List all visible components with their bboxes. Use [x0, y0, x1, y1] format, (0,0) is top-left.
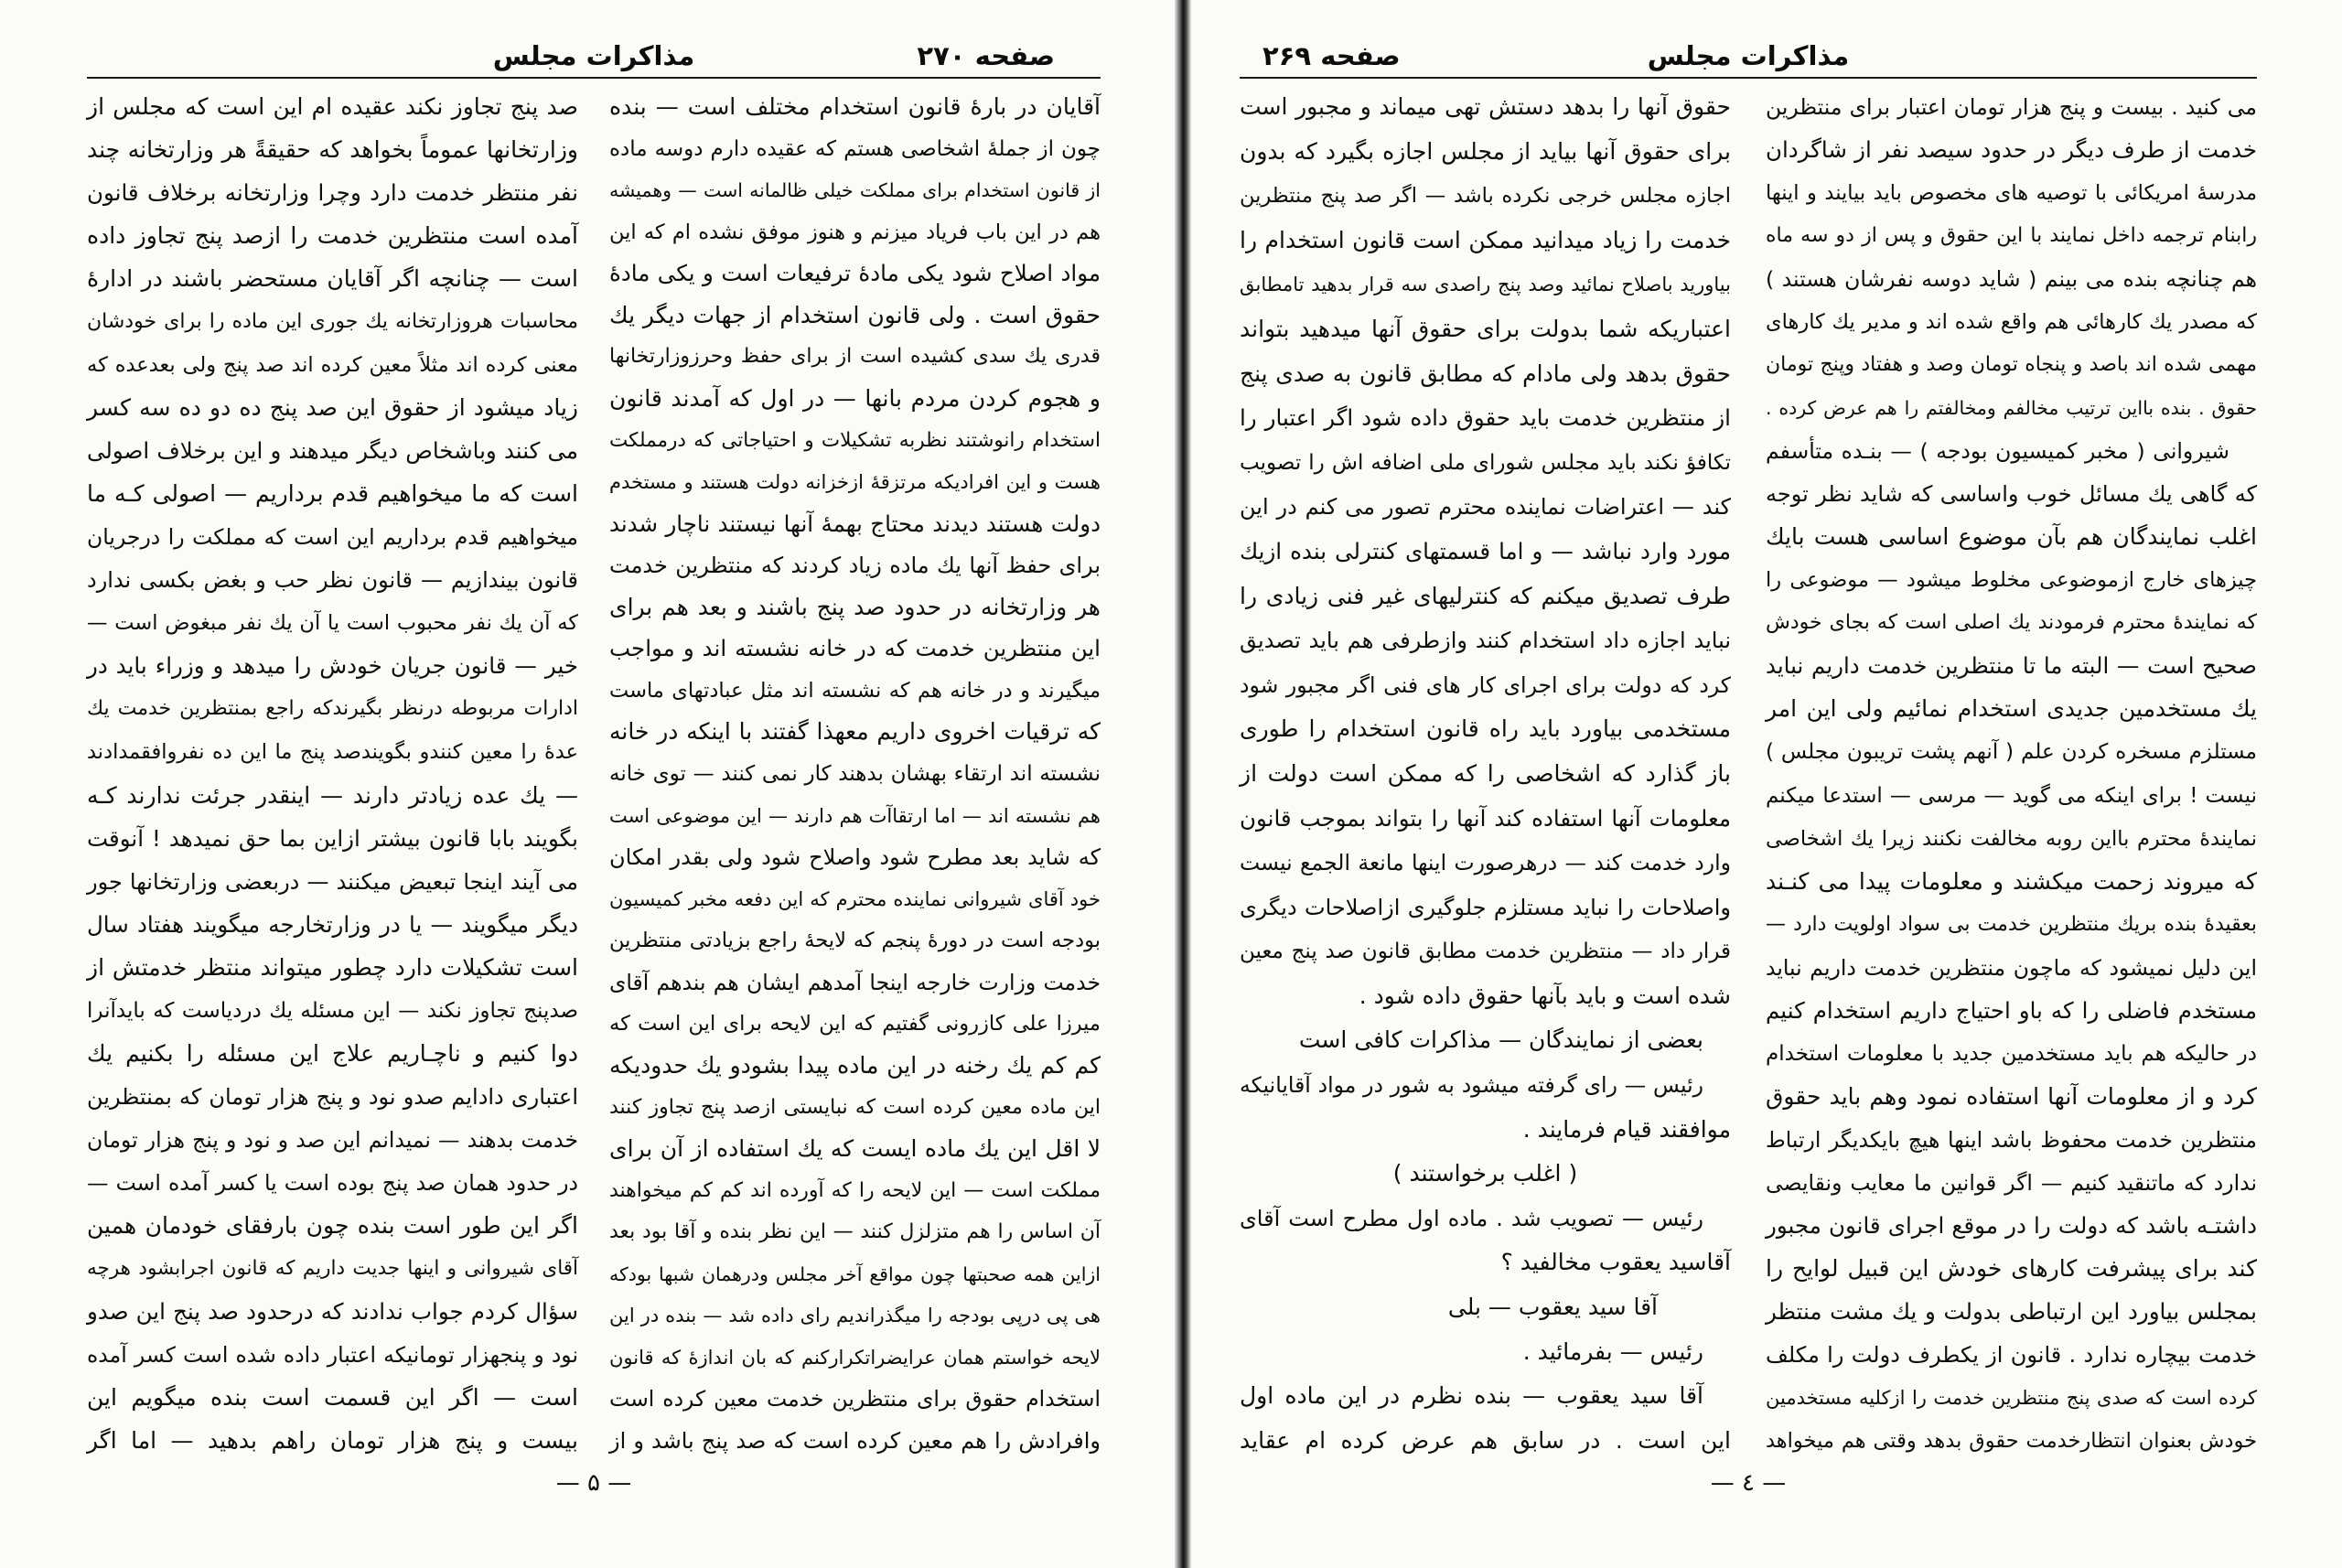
- text-line: که ترقیات اخروی داریم معهذا گفتند با اینکه در خانه: [609, 718, 1101, 746]
- text-line: است — چنانچه اگر آقایان مستحضر باشند در ادارهٔ: [87, 265, 578, 293]
- text-line: اجازه مجلس خرجی نکرده باشد — اگر صد پنج منتظرین: [1240, 184, 1731, 209]
- text-line: صد پنج تجاوز نکند عقیده ام این است که مجلس از: [87, 93, 578, 120]
- text-line: بیست و پنج هزار تومان راهم بدهید — اما اگر: [87, 1426, 578, 1454]
- text-line: رئیس — بفرمائید .: [1522, 1337, 1703, 1365]
- text-line: تکافؤ نکند باید مجلس شورای ملی اضافه اش را تصویب: [1240, 450, 1731, 475]
- text-line: بعضی از نمایندگان — مذاکرات کافی است: [1298, 1026, 1703, 1054]
- text-line: ازاین همه صحبتها چون مواقع آخر مجلس ودرهمان شبها بودکه: [609, 1262, 1101, 1285]
- text-line: در حدود همان صد پنج بوده است یا کسر آمده است —: [87, 1169, 578, 1196]
- text-line: آن اساس را هم متزلزل کنند — این نظر بنده و آقا بود بعد: [609, 1220, 1101, 1244]
- text-line: خدمت وزارت خارجه اینجا آمدهم ایشان هم بندهم آقای: [609, 969, 1101, 995]
- text-line: باز گذارد که اشخاصی را که ممکن است دولت از: [1240, 759, 1731, 787]
- text-line: دوا کنیم و ناچـاریم علاج این مسئله را بکنیم یك: [87, 1039, 578, 1067]
- text-line: ( اغلب برخواستند ): [1392, 1160, 1578, 1187]
- text-line: این منتظرین خدمت که در خانه نشسته اند و مواجب: [609, 635, 1101, 662]
- text-line: برای حقوق آنها بیاید از مجلس اجازه بگیرد که بدون: [1240, 137, 1731, 165]
- text-line: قدری یك سدی کشیده است از برای حفظ وحرزوزارتخانها: [609, 345, 1101, 369]
- text-line: مستخدمی بیاورد باید راه قانون استخدام را طوری: [1240, 715, 1731, 743]
- text-line: می آیند اینجا تبعیض میکنند — دربعضی وزارتخانها جور: [87, 868, 578, 895]
- text-line: نیست ! برای اینکه می گوید — مرسی — استدعا میکنم: [1766, 783, 2257, 808]
- text-line: نود و پنجهزار تومانیکه اعتبار داده شده است کسر آمده: [87, 1341, 578, 1368]
- text-line: — یك عده زیادتر دارند — اینقدر جرئت ندارند کـه: [87, 781, 578, 809]
- text-columns: [1240, 91, 2257, 1456]
- text-line: حقوق بدهد ولی مادام که مطابق قانون به صدی پنج: [1240, 360, 1731, 387]
- text-line: از منتظرین خدمت باید حقوق داده شود اگر اعتبار را: [1240, 404, 1731, 432]
- text-line: منتظرین خدمت محفوظ باشد اینها هیچ بایکدیگر ارتباط: [1766, 1126, 2257, 1153]
- text-line: آقا سید یعقوب — بنده نظرم در این ماده اول: [1240, 1382, 1703, 1410]
- text-line: وزارتخانها عموماً بخواهد که حقیقةً هر وزارتخانه چند: [87, 136, 578, 164]
- text-line: استخدام حقوق برای منتظرین خدمت معین کرده است: [609, 1386, 1101, 1412]
- running-title: مذاکرات مجلس: [1647, 40, 1850, 71]
- page-folio: — ٤ —: [1710, 1469, 1787, 1497]
- text-line: طرف تصدیق میکنم که کنترلیهای غیر فنی زیادی را: [1240, 582, 1731, 609]
- text-line: داشتـه باشد که دولت را در موقع اجرای قانون مجبور: [1766, 1211, 2257, 1239]
- text-line: مدرسهٔ امریکائی با توصیه های مخصوص باید بیایند و اینها: [1766, 181, 2257, 206]
- text-line: شده است و باید بآنها حقوق داده شود .: [1359, 982, 1731, 1009]
- text-line: حقوق آنها را بدهد دستش تهی میماند و مجبور است: [1240, 93, 1731, 120]
- text-line: که شاید بعد مطرح شود واصلاح شود ولی بقدر امکان: [609, 844, 1101, 871]
- text-line: حقوق . بنده بااین ترتیب مخالفم ومخالفتم را هم عرض کرده .: [1766, 397, 2257, 420]
- page-header: [87, 37, 1101, 79]
- text-line: خودش بعنوان انتظارخدمت حقوق بدهد وقتی هم میخواهد: [1766, 1428, 2257, 1453]
- text-line: لایحه خواستم همان عرایضراتکرارکنم که بان اندازهٔ که قانون: [609, 1346, 1101, 1369]
- text-line: یك مستخدمین جدیدی استخدام نمائیم ولی این امر: [1766, 695, 2257, 723]
- text-line: رئیس — تصویب شد . ماده اول مطرح است آقای: [1240, 1205, 1703, 1231]
- text-line: حقوق است . ولی قانون استخدام از جهات دیگر یك: [609, 301, 1101, 328]
- page-number-label: صفحه ۲۷۰: [917, 40, 1055, 71]
- text-line: که مصدر یك کارهائی هم واقع شده اند و مدیر یك کارهای: [1766, 310, 2257, 335]
- text-line: میخواهیم قدم برداریم این است که مملکت را درجریان: [87, 524, 578, 551]
- text-line: بعقیدهٔ بنده بریك منتظرین خدمت بی سواد اولویت دارد —: [1766, 912, 2257, 936]
- text-line: لا اقل این یك ماده ایست که یك استفاده از آن برای: [609, 1135, 1101, 1163]
- text-line: چیزهای خارج ازموضوعی مخلوط میشود — موضوعی را: [1766, 568, 2257, 593]
- text-line: وارد خدمت کند — درهرصورت اینها مانعة الجمع نیست: [1240, 850, 1731, 876]
- text-line: هم نشسته اند — اما ارتقاآت هم دارند — این موضوعی است: [609, 804, 1101, 827]
- text-line: واصلاحات را نباید مستلزم جلوگیری ازاصلاحات دیگری: [1240, 894, 1731, 920]
- text-line: دولت هستند دیدند محتاج بهمهٔ آنها نیستند ناچار شدند: [609, 510, 1101, 537]
- text-line: هی پی درپی بودجه را میگذراندیم رای داده شد — بنده در این: [609, 1305, 1101, 1327]
- text-line: خدمت را زیاد میدانید ممکن است قانون استخدام را: [1240, 226, 1731, 253]
- running-title: مذاکرات مجلس: [492, 40, 695, 71]
- text-line: در حالیکه هم باید مستخدمین جدید با معلومات استخدام: [1766, 1041, 2257, 1066]
- page-number-label: صفحه ۲۶۹: [1262, 40, 1401, 71]
- text-line: خدمت بیچاره ندارد . قانون از یکطرف دولت را مکلف: [1766, 1341, 2257, 1368]
- page-270: [87, 37, 1101, 1519]
- text-line: و هجوم کردن مردم بانها — در اول که آمدند قانون: [609, 384, 1101, 412]
- text-line: برای حفظ آنها یك ماده زیاد کردند که منتظرین خدمت: [609, 553, 1101, 579]
- text-line: کرد که دولت برای اجرای کار های فنی اگر مجبور شود: [1240, 671, 1731, 698]
- text-line: از قانون استخدام برای مملکت خیلی ظالمانه است — وهمیشه: [609, 179, 1101, 202]
- text-line: محاسبات هروزارتخانه یك جوری این ماده را برای خودشان: [87, 310, 578, 334]
- text-line: سؤال کردم جواب ندادند که درحدود صد پنج این صدو: [87, 1297, 578, 1325]
- text-line: آقا سید یعقوب — بلی: [1447, 1294, 1658, 1321]
- text-line: استخدام رانوشتند نظربه تشکیلات و احتیاجاتی که درمملکت: [609, 428, 1101, 452]
- text-line: خدمت از طرف دیگر در حدود سیصد نفر از شاگردان: [1766, 136, 2257, 164]
- text-line: بگویند بابا قانون بیشتر ازاین بما حق نمیدهد ! آنوقت: [87, 824, 578, 852]
- text-line: هم چنانچه بنده می بینم ( شاید دوسه نفرشان هستند ): [1766, 266, 2257, 293]
- text-line: مستخدم فاضلی را که باو احتیاج داریم استخدام کنیم: [1766, 996, 2257, 1024]
- text-line: رابنام ترجمه داخل نمایند با این حقوق و پس از دو سه ماه: [1766, 224, 2257, 248]
- text-line: کرده است که صدی پنج منتظرین خدمت را ازکلیه مستخدمین: [1766, 1386, 2257, 1409]
- text-line: اعتباریکه شما بدولت برای حقوق آنها میدهید بتواند: [1240, 315, 1731, 342]
- column-left: [87, 91, 578, 1456]
- column-right: [609, 91, 1101, 1456]
- text-line: می کنند وباشخاص دیگر میدهند و این برخلاف اصولی: [87, 437, 578, 465]
- page-269: [1240, 37, 2257, 1519]
- text-line: قرار داد — منتظرین خدمت مطابق قانون صد پنج معین: [1240, 940, 1731, 964]
- text-line: وافرادش را هم معین کرده است که صد پنج باشد و از: [609, 1428, 1101, 1454]
- text-line: که گاهی یك مسائل خوب واساسی که شاید نظر توجه: [1766, 481, 2257, 508]
- text-line: چون از جملهٔ اشخاصی هستم که عقیده دارم دوسه ماده: [609, 136, 1101, 161]
- text-line: خدمت بدهند — نمیدانم این صد و نود و پنج هزار تومان: [87, 1126, 578, 1153]
- text-line: کرد و از معلومات آنها استفاده نمود وهم باید حقوق: [1766, 1082, 2257, 1110]
- text-line: کند — اعتراضات نماینده محترم تصور می کنم در این: [1240, 494, 1731, 521]
- text-line: این دلیل نمیشود که ماچون منتظرین خدمت داریم نباید: [1766, 954, 2257, 981]
- text-line: موافقند قیام فرمایند .: [1522, 1115, 1731, 1143]
- text-line: این است . در سابق هم عرض کرده ام عقاید: [1240, 1426, 1731, 1454]
- text-line: هم در این باب فریاد میزنم و هنوز موفق نشده ام که این: [609, 220, 1101, 244]
- text-line: هست و این افرادیکه مرتزقهٔ ازخزانه دولت هستند و مستخدم: [609, 471, 1101, 494]
- text-line: آمده است منتظرین خدمت را ازصد پنج تجاوز داده: [87, 222, 578, 250]
- text-line: خیر — قانون جریان خودش را میدهد و وزراء باید در: [87, 652, 578, 680]
- text-line: نشسته اند ارتقاء بهشان بدهند کار نمی کنند — توی خانه: [609, 762, 1101, 786]
- text-line: میگیرند و در خانه هم که نشسته اند مثل عبادتهای ماست: [609, 678, 1101, 703]
- text-line: اعتباری دادایم صدو نود و پنج هزار تومان که بمنتظرین: [87, 1083, 578, 1110]
- text-line: می کنید . بیست و پنج هزار تومان اعتبار برای منتظرین: [1766, 94, 2257, 120]
- text-columns: [87, 91, 1101, 1456]
- text-line: نفر منتظر خدمت دارد وچرا وزارتخانه برخلاف قانون: [87, 179, 578, 207]
- page-folio: — ۵ —: [555, 1469, 632, 1497]
- text-line: که نمایندهٔ محترم فرمودند یك اصلی است که بجای خودش: [1766, 611, 2257, 635]
- text-line: دیگر میگویند — یا در وزارتخارجه میگویند هفتاد سال: [87, 910, 578, 938]
- text-line: کند برای پیشرفت کارهای خودش این قبیل لوایح را: [1766, 1254, 2257, 1282]
- text-line: که آن یك نفر محبوب است یا آن یك نفر مبغوض است —: [87, 611, 578, 636]
- text-line: رئیس — رای گرفته میشود به شور در مواد آقایانیکه: [1240, 1072, 1703, 1099]
- text-line: آقاسید یعقوب مخالفید ؟: [1500, 1249, 1731, 1276]
- text-line: اغلب نمایندگان هم بآن موضوع اساسی هست بایك: [1766, 523, 2257, 551]
- text-line: کم کم یك رخنه در این ماده پیدا بشودو یك حدودیکه: [609, 1051, 1101, 1079]
- text-line: بیاورید باصلاح نمائید وصد پنج راصدی سه قرار بدهید تامطابق: [1240, 274, 1731, 296]
- text-line: اگر این طور است بنده چون بارفقای خودمان همین: [87, 1211, 578, 1239]
- text-line: نمایندهٔ محترم بااین روبه مخالفت نکنند زیرا یك اشخاصی: [1766, 826, 2257, 851]
- text-line: معلومات آنها استفاده کند آنها را بتواند بموجب قانون: [1240, 804, 1731, 832]
- text-line: ندارد که ماتنقید کنیم — اگر قوانین ما معایب ونقایصی: [1766, 1169, 2257, 1196]
- text-line: است — اگر این قسمت است بنده میگویم این: [87, 1383, 578, 1411]
- text-line: نباید اجازه داد استخدام کنند وازطرفی هم باید تصدیق: [1240, 628, 1731, 654]
- text-line: میرزا علی کازرونی گفتیم که این لایحه برای این است که: [609, 1012, 1101, 1036]
- text-line: صحیح است — البته ما تا منتظرین خدمت داریم نباید: [1766, 652, 2257, 680]
- text-line: آقای شیروانی و اینها جدیت داریم که قانون اجرابشود هرچه: [87, 1256, 578, 1280]
- text-line: بمجلس بیاورد این ارتباطی بدولت و یك مشت منتظر: [1766, 1297, 2257, 1325]
- text-line: آقایان در بارهٔ قانون استخدام مختلف است — بنده: [609, 93, 1101, 120]
- page-header: [1240, 37, 2257, 79]
- text-line: این ماده معین کرده است که نبایستی ازصد پنج تجاوز کنند: [609, 1095, 1101, 1119]
- column-left: [1240, 91, 1731, 1456]
- book-gutter: [1175, 0, 1191, 1568]
- text-line: قانون بیندازیم — قانون نظر حب و بغض بکسی ندارد: [87, 567, 578, 594]
- text-line: هر وزارتخانه در حدود صد پنج باشند و بعد هم برای: [609, 593, 1101, 620]
- text-line: که میروند زحمت میکشند و معلومات پیدا می کنـند: [1766, 867, 2257, 895]
- text-line: خود آقای شیروانی نماینده محترم که این دفعه مخبر کمیسیون: [609, 887, 1101, 910]
- text-line: مورد وارد نباشد — و اما قسمتهای کنترلی بنده ازیك: [1240, 537, 1731, 564]
- text-line: مستلزم مسخره کردن علم ( آنهم پشت تریبون مجلس ): [1766, 740, 2257, 765]
- text-line: مواد اصلاح شود یکی مادهٔ ترفیعات است و یکی مادهٔ: [609, 260, 1101, 287]
- text-line: ادارات مربوطه درنظر بگیرندکه راجع بمنتظرین خدمت یك: [87, 697, 578, 721]
- text-line: معنی کرده اند مثلاً معین کرده اند صد پنج ولی بعدعده که: [87, 353, 578, 378]
- text-line: شیروانی ( مخبر کمیسیون بودجه ) — بنـده متأسفم: [1766, 438, 2229, 465]
- text-line: مملکت است — این لایحه را که آورده اند کم کم میخواهند: [609, 1178, 1101, 1202]
- text-line: زیاد میشود از حقوق این صد پنج ده دو ده سه کسر: [87, 394, 578, 422]
- text-line: است که ما میخواهیم قدم برداریم — اصولی کـه ما: [87, 480, 578, 508]
- text-line: بودجه است در دورهٔ پنجم که لایحهٔ راجع بزیادتی منتظرین: [609, 929, 1101, 953]
- text-line: صدپنج تجاوز نکند — این مسئله یك دردیاست که بایدآنرا: [87, 998, 578, 1023]
- text-line: مهمی شده اند باصد و پنجاه تومان وصد و هفتاد وپنج تومان: [1766, 353, 2257, 377]
- column-right: [1766, 91, 2257, 1456]
- text-line: است تشکیلات دارد چطور میتواند منتظر خدمتش از: [87, 953, 578, 981]
- text-line: عدهٔ را معین کنندو بگویندصد پنج ما این ده نفروافقمدادند: [87, 740, 578, 765]
